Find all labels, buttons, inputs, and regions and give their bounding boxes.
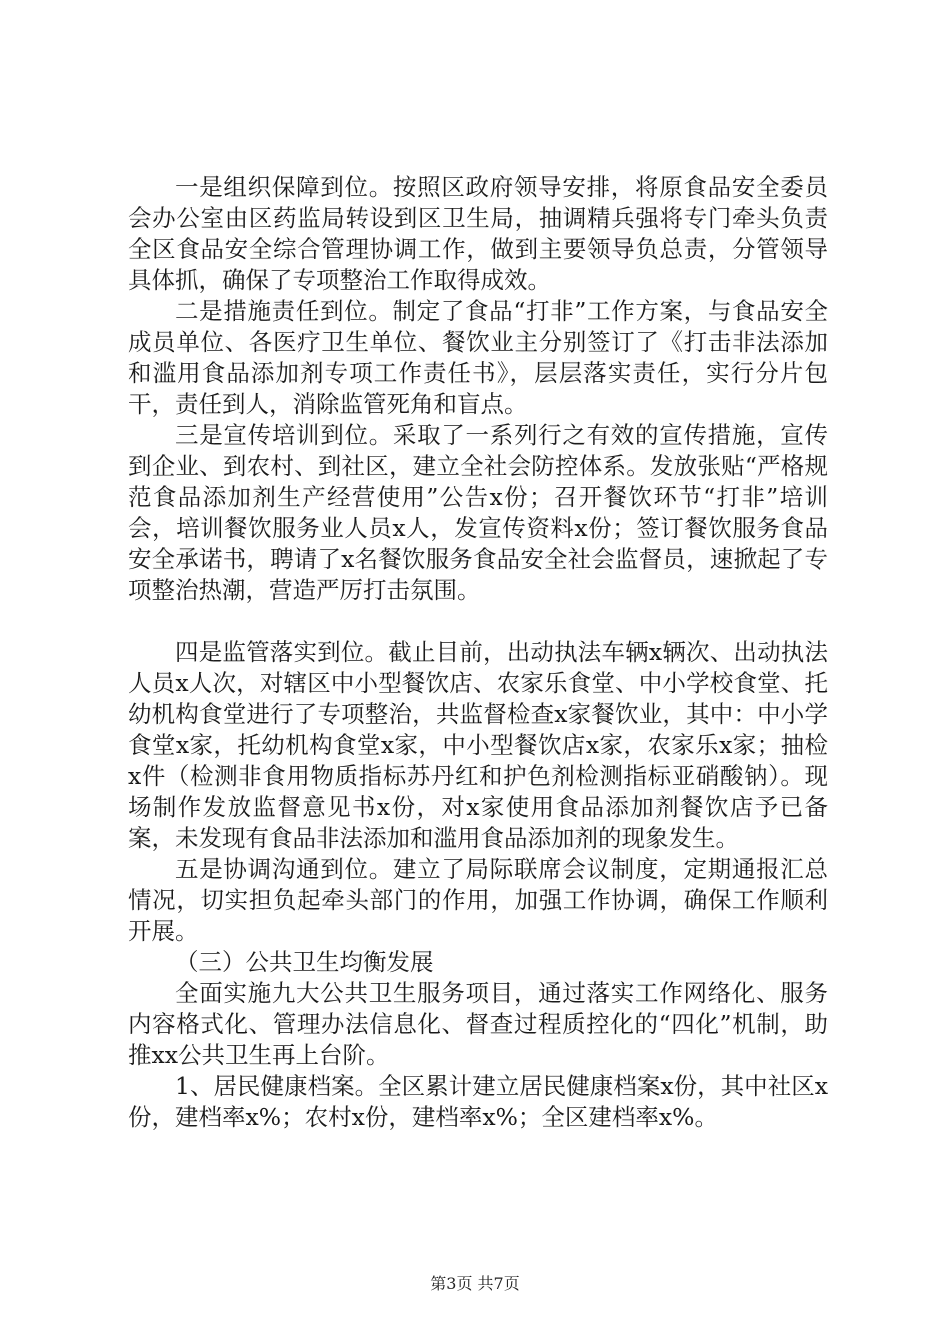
paragraph-organization: 一是组织保障到位。按照区政府领导安排，将原食品安全委员会办公室由区药监局转设到区卫生局，抽调精兵强将专门牵头负责全区食品安全综合管理协调工作，做到主要领导负总责，分管领导具体抓，确保了专项整治工作取得成效。	[128, 173, 828, 294]
paragraph-supervision: 四是监管落实到位。截止目前，出动执法车辆x辆次、出动执法人员x人次，对辖区中小型餐饮店、农家乐食堂、中小学校食堂、托幼机构食堂进行了专项整治，共监督检查x家餐饮业，其中：中小学食堂x家，托幼机构食堂x家，中小型餐饮店x家，农家乐x家；抽检x件（检测非食用物质指标苏丹红和护色剂检测指标亚硝酸钠）。现场制作发放监督意见书x份，对x家使用食品添加剂餐饮店予已备案，未发现有食品非法添加和滥用食品添加剂的现象发生。	[128, 638, 828, 852]
section-heading-public-health: （三）公共卫生均衡发展	[175, 948, 434, 976]
paragraph-health-records: 1、居民健康档案。全区累计建立居民健康档案x份，其中社区x份，建档率x%；农村x份，建档率x%；全区建档率x%。	[128, 1072, 828, 1131]
paragraph-coordination: 五是协调沟通到位。建立了局际联席会议制度，定期通报汇总情况，切实担负起牵头部门的作用，加强工作协调，确保工作顺利开展。	[128, 855, 828, 945]
paragraph-publicity-training: 三是宣传培训到位。采取了一系列行之有效的宣传措施，宣传到企业、到农村、到社区，建立全社会防控体系。发放张贴“严格规范食品添加剂生产经营使用”公告x份；召开餐饮环节“打非”培训会，培训餐饮服务业人员x人，发宣传资料x份；签订餐饮服务食品安全承诺书，聘请了x名餐饮服务食品安全社会监督员，速掀起了专项整治热潮，营造严厉打击氛围。	[128, 421, 828, 604]
document-body	[128, 172, 828, 1133]
paragraph-responsibility: 二是措施责任到位。制定了食品“打非”工作方案，与食品安全成员单位、各医疗卫生单位、餐饮业主分别签订了《打击非法添加和滥用食品添加剂专项工作责任书》，层层落实责任，实行分片包干，责任到人，消除监管死角和盲点。	[128, 297, 828, 418]
page-number-footer: 第3页 共7页	[430, 1274, 520, 1293]
paragraph-public-health-intro: 全面实施九大公共卫生服务项目，通过落实工作网络化、服务内容格式化、管理办法信息化、督查过程质控化的“四化”机制，助推xx公共卫生再上台阶。	[128, 979, 828, 1069]
